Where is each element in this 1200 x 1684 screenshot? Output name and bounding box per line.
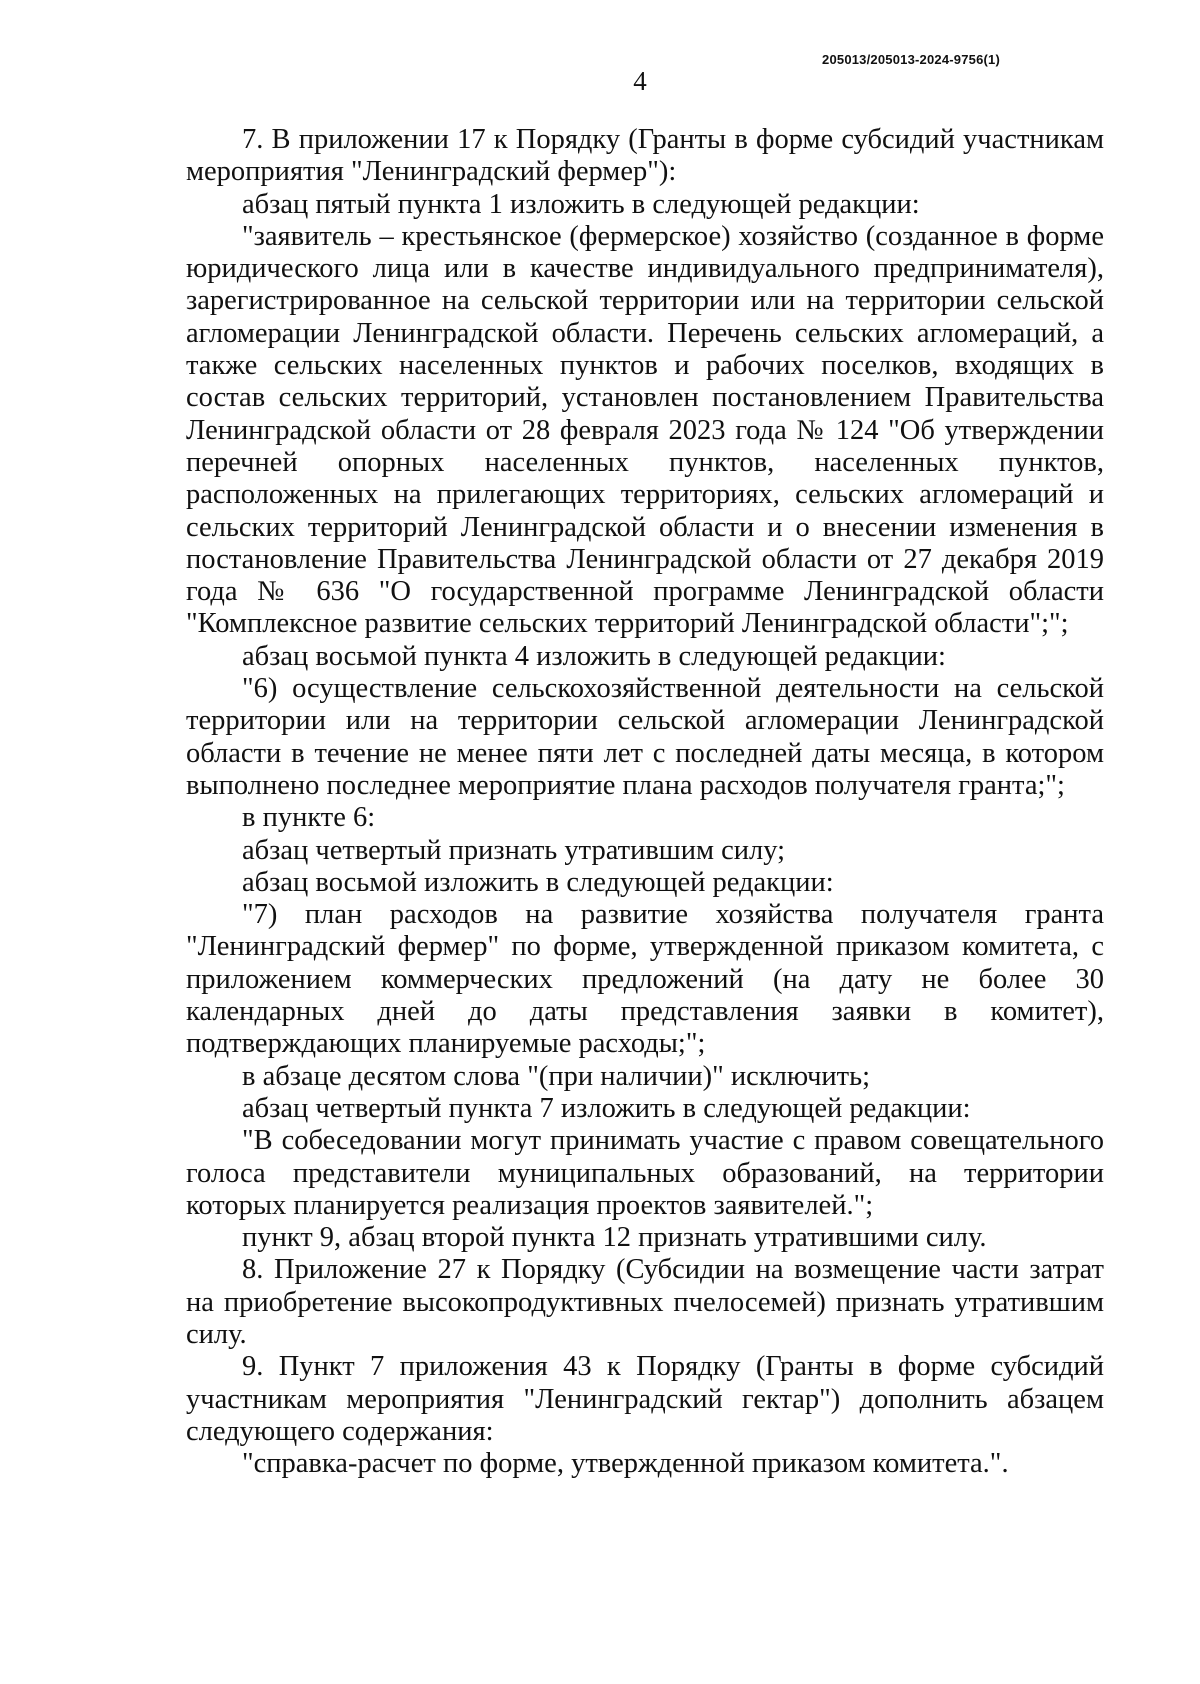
quoted-amendment: "В собеседовании могут принимать участие с правом совещательного голоса представители муниципальных образований, на территории которых планируется реализация проектов заявителей."; — [186, 1125, 1104, 1221]
page-number: 4 — [633, 66, 647, 96]
paragraph: в пункте 6: — [242, 802, 376, 834]
document-id: 205013/205013-2024-9756(1) — [822, 52, 1000, 67]
document-body — [186, 124, 1104, 1480]
paragraph-item-9: 9. Пункт 7 приложения 43 к Порядку (Гранты в форме субсидий участникам мероприятия "Ленинградский гектар") дополнить абзацем следующего содержания: — [186, 1351, 1104, 1447]
paragraph: абзац четвертый признать утратившим силу; — [242, 834, 786, 866]
quoted-amendment: "6) осуществление сельскохозяйственной деятельности на сельской территории или на территории сельской агломерации Ленинградской области в течение не менее пяти лет с последней даты месяца, в котором выполнено последнее мероприятие плана расходов получателя гранта;"; — [186, 673, 1104, 801]
quoted-amendment: "заявитель – крестьянское (фермерское) хозяйство (созданное в форме юридического лица или в качестве индивидуального предпринимателя), зарегистрированное на сельской территории или на территории сельской агломерации Ленинградской области. Перечень сельских агломераций, а также сельских населенных пунктов и рабочих поселков, входящих в состав сельских территорий, установлен постановлением Правительства Ленинградской области от 28 февраля 2023 года № 124 "Об утверждении перечней опорных населенных пунктов, населенных пунктов, расположенных на прилегающих территориях, сельских агломераций и сельских территорий Ленинградской области и о внесении изменения в постановление Правительства Ленинградской области от 27 декабря 2019 года № 636 "О государственной программе Ленинградской области "Комплексное развитие сельских территорий Ленинградской области";"; — [186, 220, 1104, 640]
paragraph: в абзаце десятом слова "(при наличии)" исключить; — [242, 1060, 871, 1092]
quoted-amendment: "справка-расчет по форме, утвержденной приказом комитета.". — [242, 1448, 1009, 1480]
quoted-amendment: "7) план расходов на развитие хозяйства получателя гранта "Ленинградский фермер" по форме, утвержденной приказом комитета, с приложением коммерческих предложений (на дату не более 30 календарных дней до даты представления заявки в комитет), подтверждающих планируемые расходы;"; — [186, 899, 1104, 1060]
paragraph: абзац четвертый пункта 7 изложить в следующей редакции: — [242, 1092, 971, 1124]
paragraph: пункт 9, абзац второй пункта 12 признать утратившими силу. — [242, 1222, 987, 1254]
paragraph-item-7: 7. В приложении 17 к Порядку (Гранты в форме субсидий участникам мероприятия "Ленинградский фермер"): — [186, 124, 1104, 188]
paragraph: абзац восьмой пункта 4 изложить в следующей редакции: — [242, 640, 946, 672]
paragraph: абзац восьмой изложить в следующей редакции: — [242, 866, 834, 898]
paragraph-item-8: 8. Приложение 27 к Порядку (Субсидии на возмещение части затрат на приобретение высокопродуктивных пчелосемей) признать утратившим силу. — [186, 1254, 1104, 1350]
paragraph: абзац пятый пункта 1 изложить в следующей редакции: — [242, 188, 920, 220]
